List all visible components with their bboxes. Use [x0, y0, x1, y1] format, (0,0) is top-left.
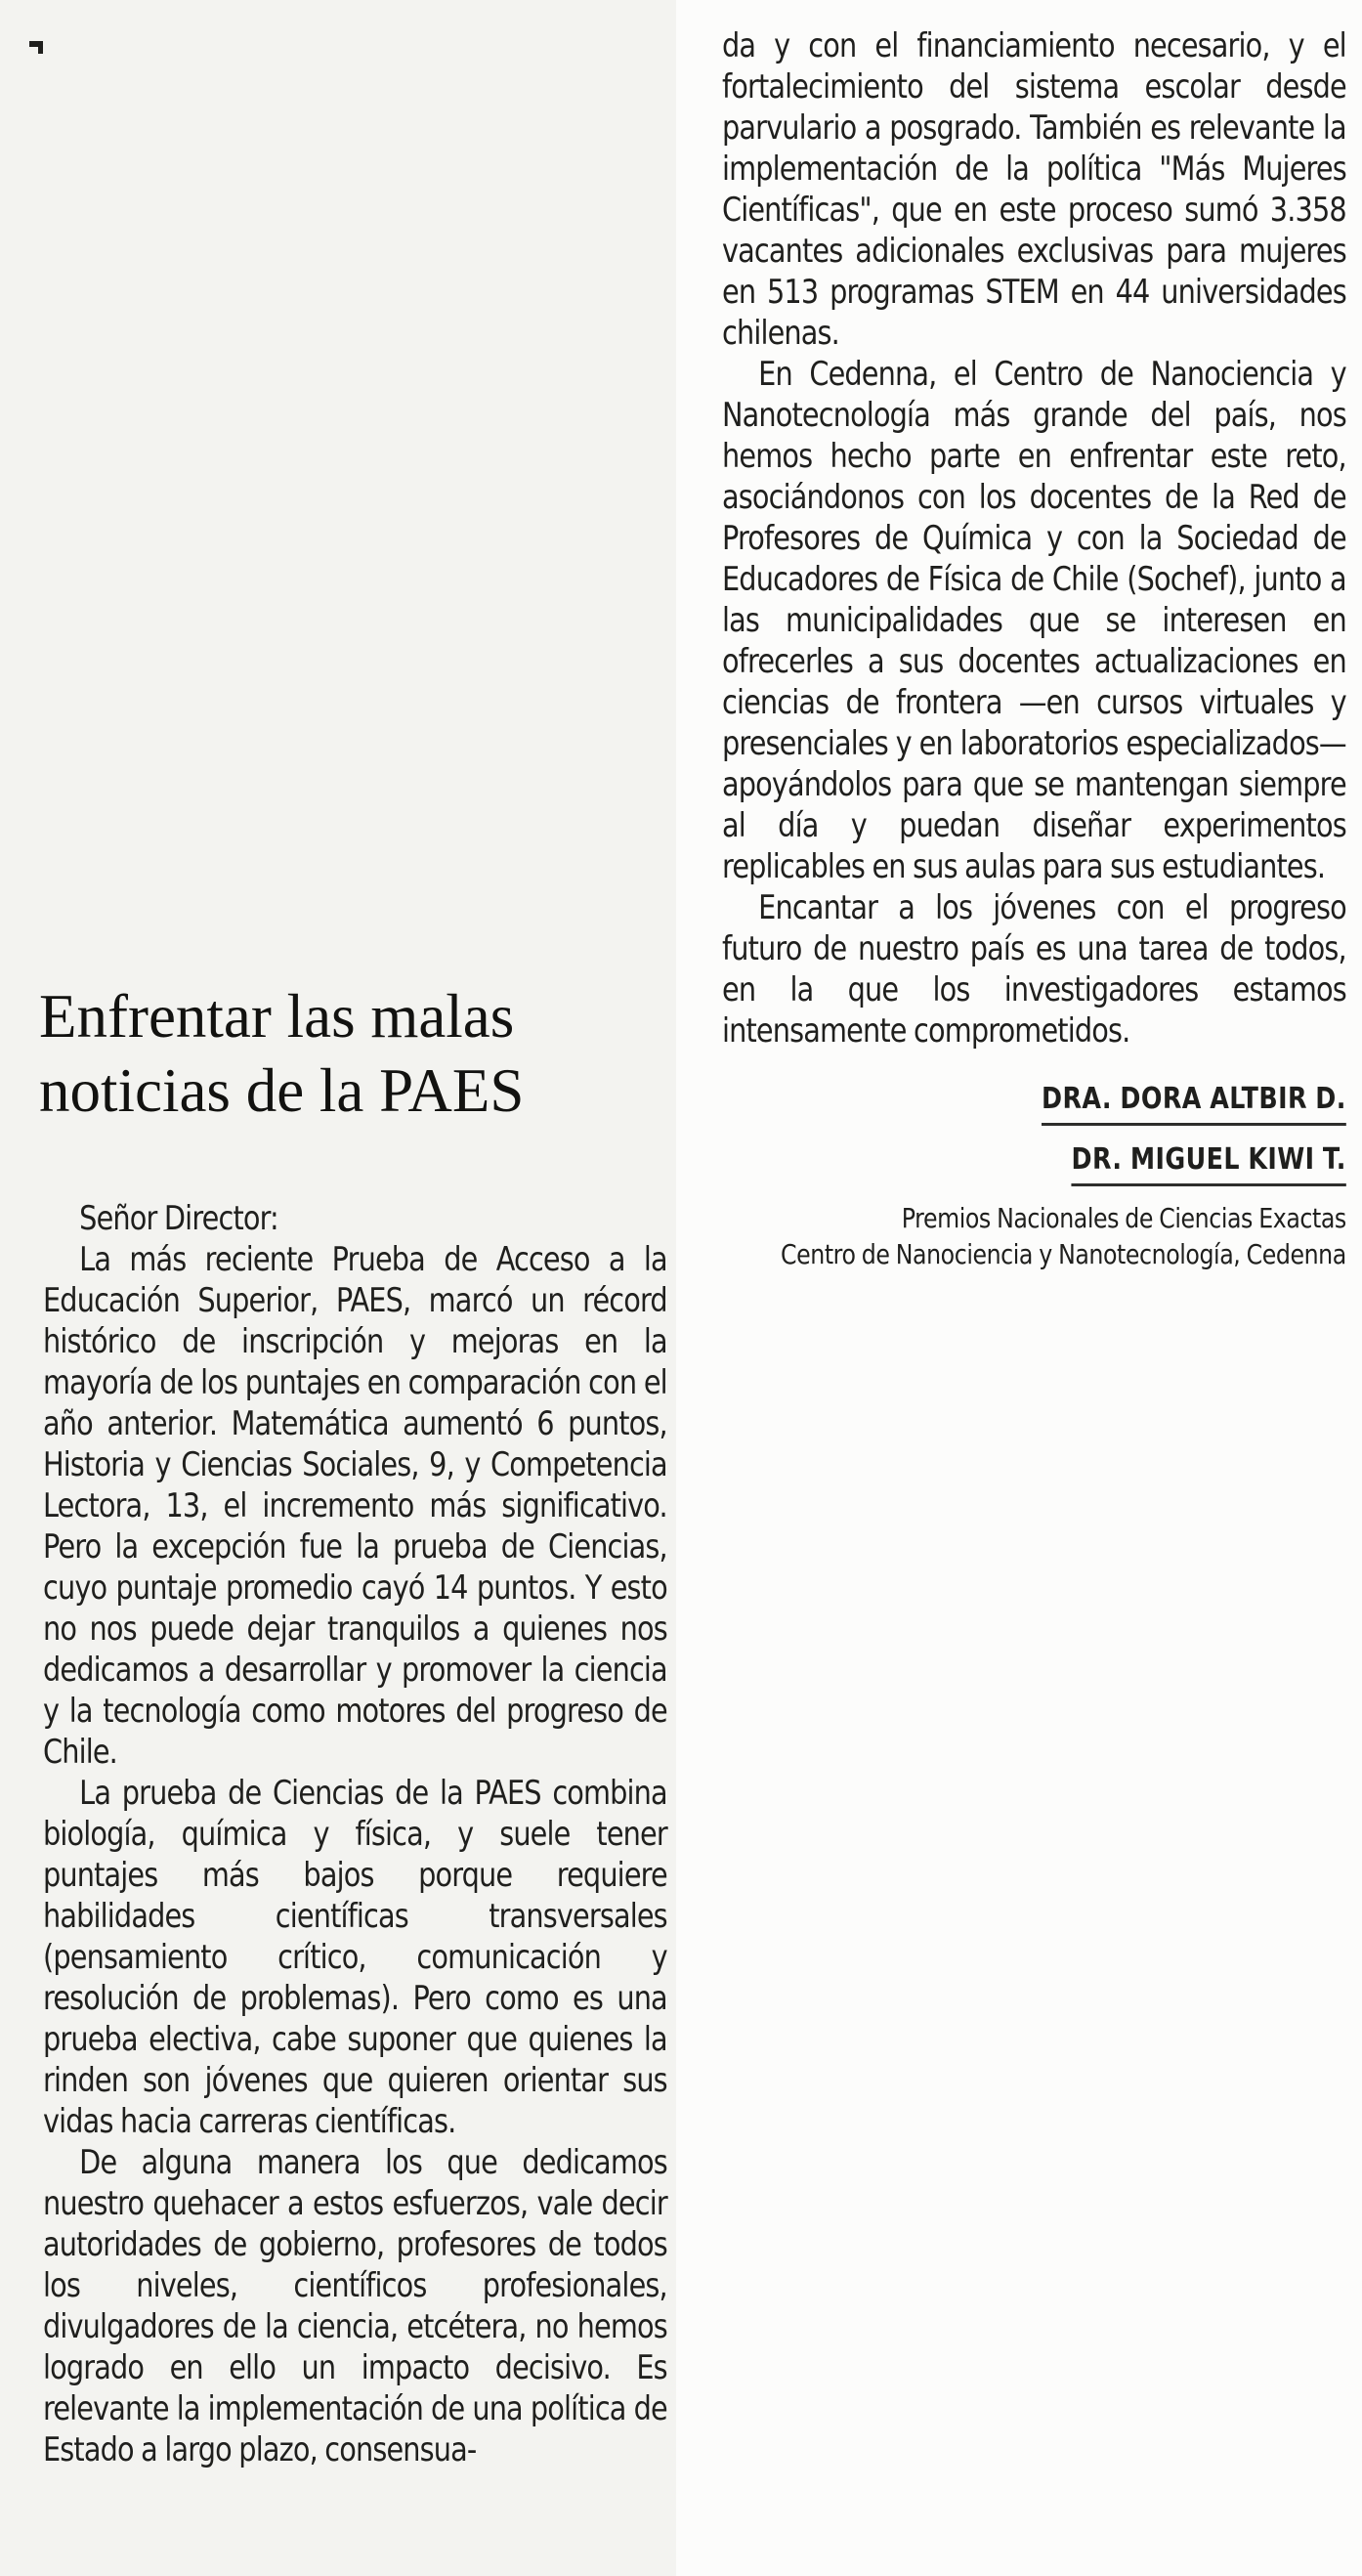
affiliation-line: Centro de Nanociencia y Nanotecnología, Cedenna [781, 1238, 1346, 1270]
right-column-paragraphs [722, 25, 1346, 1052]
body-paragraph: De alguna manera los que dedicamos nuestro quehacer a estos esfuerzos, vale decir autoridades de gobierno, profesores de todos los niveles, científicos profesionales, divulgadores de la ciencia, etcétera, no hemos logrado en ello un impacto decisivo. Es relevante la implementación de una política de Estado a largo plazo, consensua- [43, 2143, 667, 2469]
body-paragraph: La más reciente Prueba de Acceso a la Educación Superior, PAES, marcó un récord histórico de inscripción y mejoras en la mayoría de los puntajes en comparación con el año anterior. Matemática aumentó 6 puntos, Historia y Ciencias Sociales, 9, y Competencia Lectora, 13, el incremento más significativo. Pero la excepción fue la prueba de Ciencias, cuyo puntaje promedio cayó 14 puntos. Y esto no nos puede dejar tranquilos a quienes nos dedicamos a desarrollar y promover la ciencia y la tecnología como motores del progreso de Chile. [43, 1240, 667, 1772]
signature-row [722, 1077, 1346, 1126]
right-column [722, 25, 1346, 1272]
body-paragraph: da y con el financiamiento necesario, y el fortalecimiento del sistema escolar desde parvulario a posgrado. También es relevante la implementación de la política "Más Mujeres Científicas", que en este proceso sumó 3.358 vacantes adicionales exclusivas para mujeres en 513 programas STEM en 44 universidades chilenas. [722, 26, 1346, 353]
body-paragraph: Encantar a los jóvenes con el progreso futuro de nuestro país es una tarea de todos, en la que los investigadores estamos intensamente comprometidos. [722, 888, 1346, 1051]
signature-block [722, 1077, 1346, 1186]
left-column-paragraphs [43, 1239, 667, 2470]
left-column [43, 1198, 667, 2470]
signature-name: DR. MIGUEL KIWI T. [1072, 1143, 1346, 1186]
signature-row [722, 1138, 1346, 1186]
body-paragraph: La prueba de Ciencias de la PAES combina biología, química y física, y suele tener puntajes más bajos porque requiere habilidades científicas transversales (pensamiento crítico, comunicación y resolución de problemas). Pero como es una prueba electiva, cabe suponer que quienes la rinden son jóvenes que quieren orientar sus vidas hacia carreras científicas. [43, 1774, 667, 2141]
crop-mark [29, 41, 43, 54]
letter-title: Enfrentar las malas noticias de la PAES [39, 982, 525, 1125]
body-paragraph: En Cedenna, el Centro de Nanociencia y Nanotecnología más grande del país, nos hemos hecho parte en enfrentar este reto, asociándonos con los docentes de la Red de Profesores de Química y con la Sociedad de Educadores de Física de Chile (Sochef), junto a las municipalidades que se interesen en ofrecerles a sus docentes actualizaciones en ciencias de frontera —en cursos virtuales y presenciales y en laboratorios especializados— apoyándolos para que se mantengan siempre al día y puedan diseñar experimentos replicables en sus aulas para sus estudiantes. [722, 355, 1346, 886]
signature-name: DRA. DORA ALTBIR D. [1042, 1083, 1346, 1126]
affiliation-block [722, 1200, 1346, 1272]
salutation: Señor Director: [79, 1199, 278, 1238]
affiliation-line: Premios Nacionales de Ciencias Exactas [901, 1202, 1346, 1234]
